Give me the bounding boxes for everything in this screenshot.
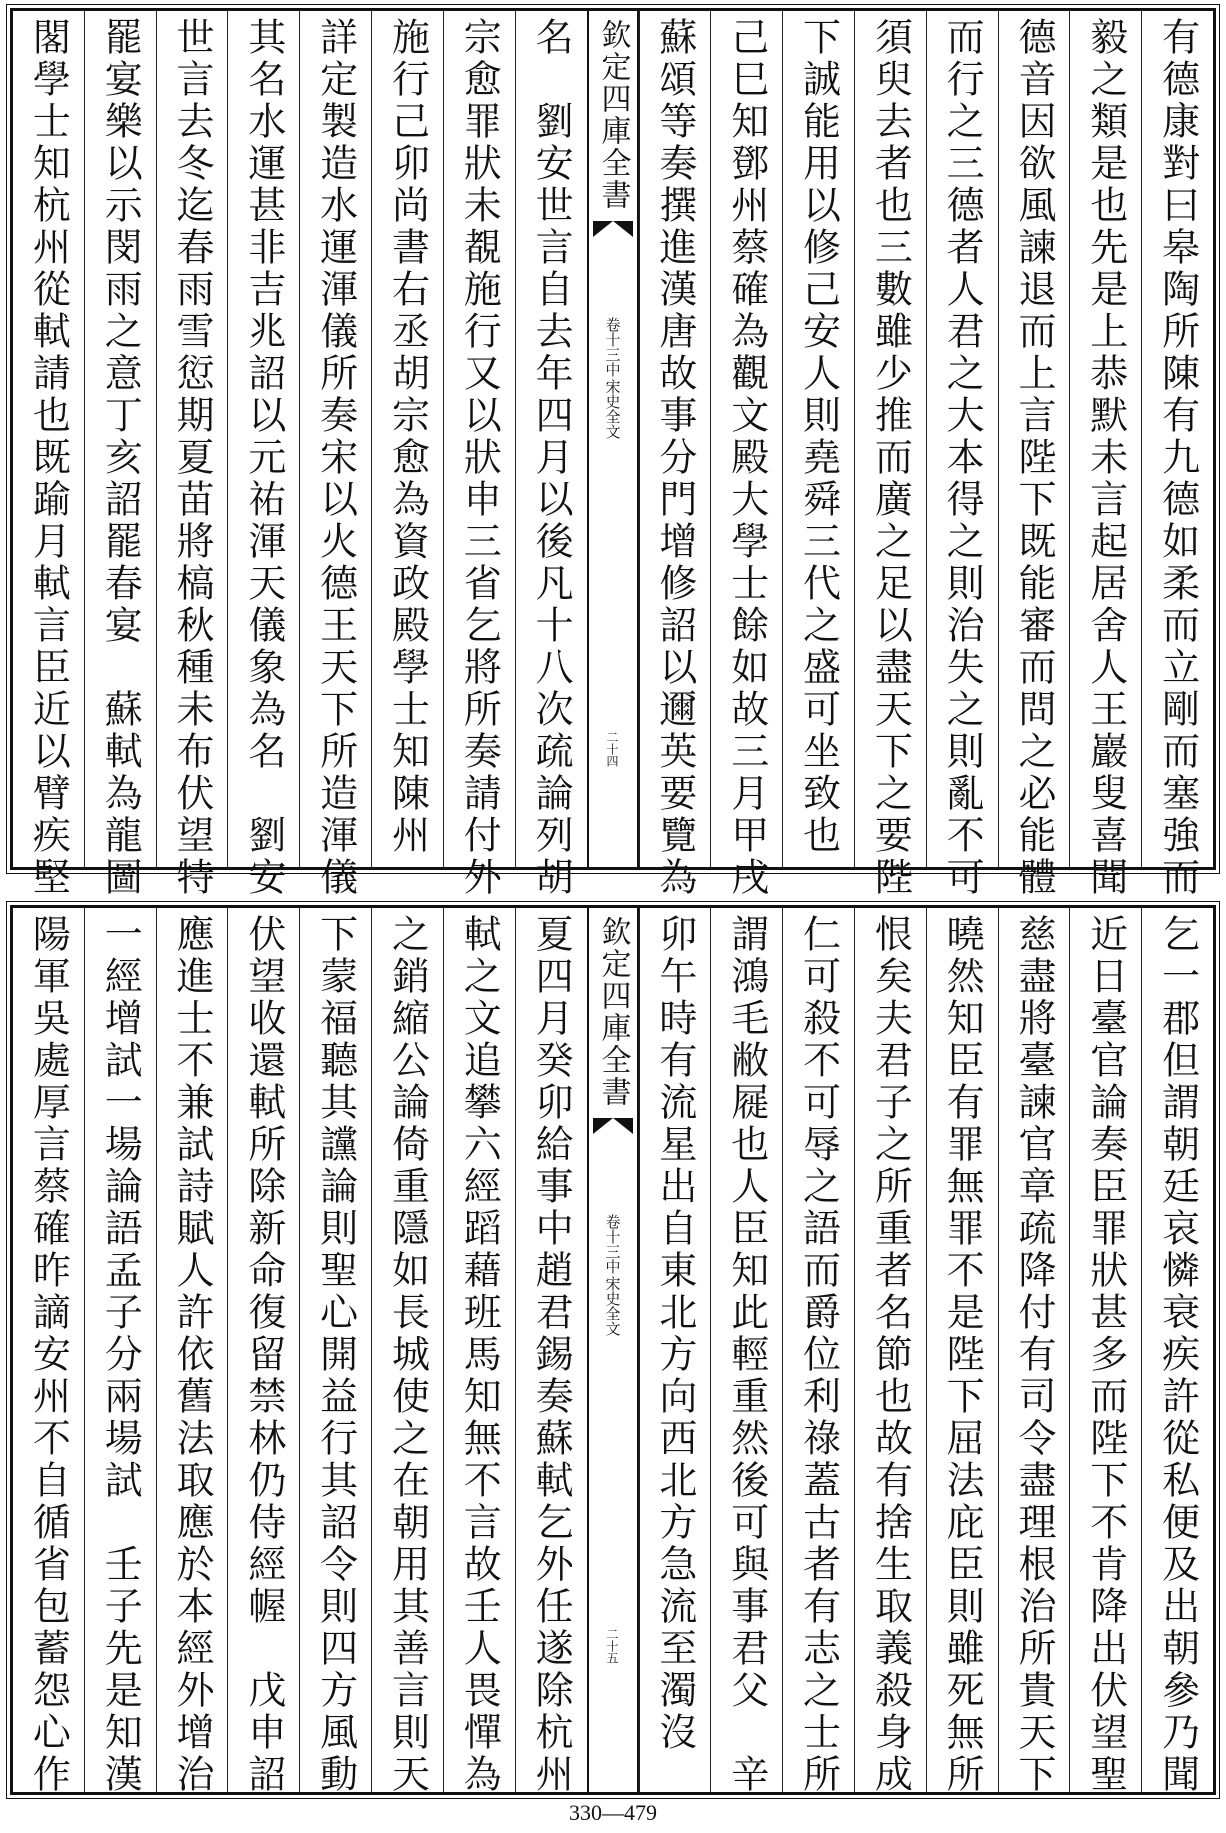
text-column: 罷宴樂以示閔雨之意丁亥詔罷春宴 蘇軾為龍圖: [84, 11, 156, 867]
text-column: 陽軍吳處厚言蔡確昨謫安州不自循省包蓄怨心作: [26, 914, 71, 1796]
page-center-strip: [587, 908, 639, 1792]
leaf-number: 二十五: [605, 1628, 619, 1664]
text-column: 仁可殺不可辱之語而爵位利祿蓋古者有志之士所: [782, 908, 854, 1792]
text-column: 恨矣夫君子之所重者名節也故有捨生取義殺身成: [854, 908, 926, 1792]
text-column: 有德康對曰皋陶所陳有九德如柔而立剛而塞強而: [1141, 11, 1213, 867]
text-column: 己巳知鄧州蔡確為觀文殿大學士餘如故三月甲戌: [710, 11, 782, 867]
text-column: 乞一郡但謂朝廷哀憐衰疾許從私便及出朝參乃聞: [1141, 908, 1213, 1792]
text-column: 世言去冬迄春雨雪愆期夏苗將槁秋種未布伏望特: [156, 11, 228, 867]
text-column: 伏望收還軾所除新命復留禁林仍侍經幄 戊申詔: [227, 908, 299, 1792]
text-column: 應進士不兼試詩賦人許依舊法取應於本經外增治: [156, 908, 228, 1792]
text-column: 下誠能用以修己安人則堯舜三代之盛可坐致也: [782, 11, 854, 867]
text-column: 曉然知臣有罪無罪不是陛下屈法庇臣則雖死無所: [926, 908, 998, 1792]
text-column: 近日臺官論奏臣罪狀甚多而陛下不肯降出伏望聖: [1069, 908, 1141, 1792]
text-column: 須臾去者也三數雖少推而廣之足以盡天下之要陛: [854, 11, 926, 867]
library-title: 欽定四庫全書: [595, 19, 631, 211]
text-column: 之銷縮公論倚重隱如長城使之在朝用其善言則天: [371, 908, 443, 1792]
text-column: 慈盡將臺諫官章疏降付有司令盡理根治所貴天下: [998, 908, 1070, 1792]
volume-label: 宋史全文 卷十三中: [603, 317, 622, 439]
library-title: 欽定四庫全書: [595, 916, 631, 1108]
text-column: 其名水運甚非吉兆詔以元祐渾天儀象為名 劉安: [227, 11, 299, 867]
text-column: 施行己卯尚書右丞胡宗愈為資政殿學士知陳州: [371, 11, 443, 867]
text-column: 德音因欲風諫退而上言陛下既能審而問之必能體: [998, 11, 1070, 867]
text-column: 謂鴻毛敝屣也人臣知此輕重然後可與事君父 辛: [710, 908, 782, 1792]
text-column: 詳定製造水運渾儀所奏宋以火德王天下所造渾儀: [299, 11, 371, 867]
fish-tail-mark-icon: [593, 1118, 633, 1144]
text-column: 宗愈罪狀未覩施行又以狀申三省乞將所奏請付外: [443, 11, 515, 867]
text-column: 閣學士知杭州從軾請也既踰月軾言臣近以臂疾堅: [26, 17, 71, 899]
leaf-number: 二十四: [605, 731, 619, 767]
text-column: 蘇頌等奏撰進漢唐故事分門增修詔以邇英要覽為: [639, 11, 711, 867]
page-footer-number: 330—479: [569, 1800, 657, 1825]
top-page: [10, 8, 1216, 899]
text-column: 一經增試一場論語孟子分兩場試 壬子先是知漢: [84, 908, 156, 1792]
bottom-page-columns: [13, 908, 1213, 1796]
text-column: 名 劉安世言自去年四月以後凡十八次疏論列胡: [515, 11, 587, 867]
top-page-columns: [13, 11, 1213, 899]
text-column: 毅之類是也先是上恭默未言起居舍人王巖叟喜聞: [1069, 11, 1141, 867]
text-column: 卯午時有流星出自東北方向西北方急流至濁沒: [639, 908, 711, 1792]
text-column: 夏四月癸卯給事中趙君錫奏蘇軾乞外任遂除杭州: [515, 908, 587, 1792]
page-center-strip: [587, 11, 639, 867]
text-column: 下蒙福聽其讜論則聖心開益行其詔令則四方風動: [299, 908, 371, 1792]
fish-tail-mark-icon: [593, 221, 633, 247]
volume-label: 宋史全文 卷十三中: [603, 1214, 622, 1336]
bottom-page: [10, 905, 1216, 1795]
text-column: 而行之三德者人君之大本得之則治失之則亂不可: [926, 11, 998, 867]
text-column: 軾之文追攀六經蹈藉班馬知無不言故壬人畏憚為: [443, 908, 515, 1792]
